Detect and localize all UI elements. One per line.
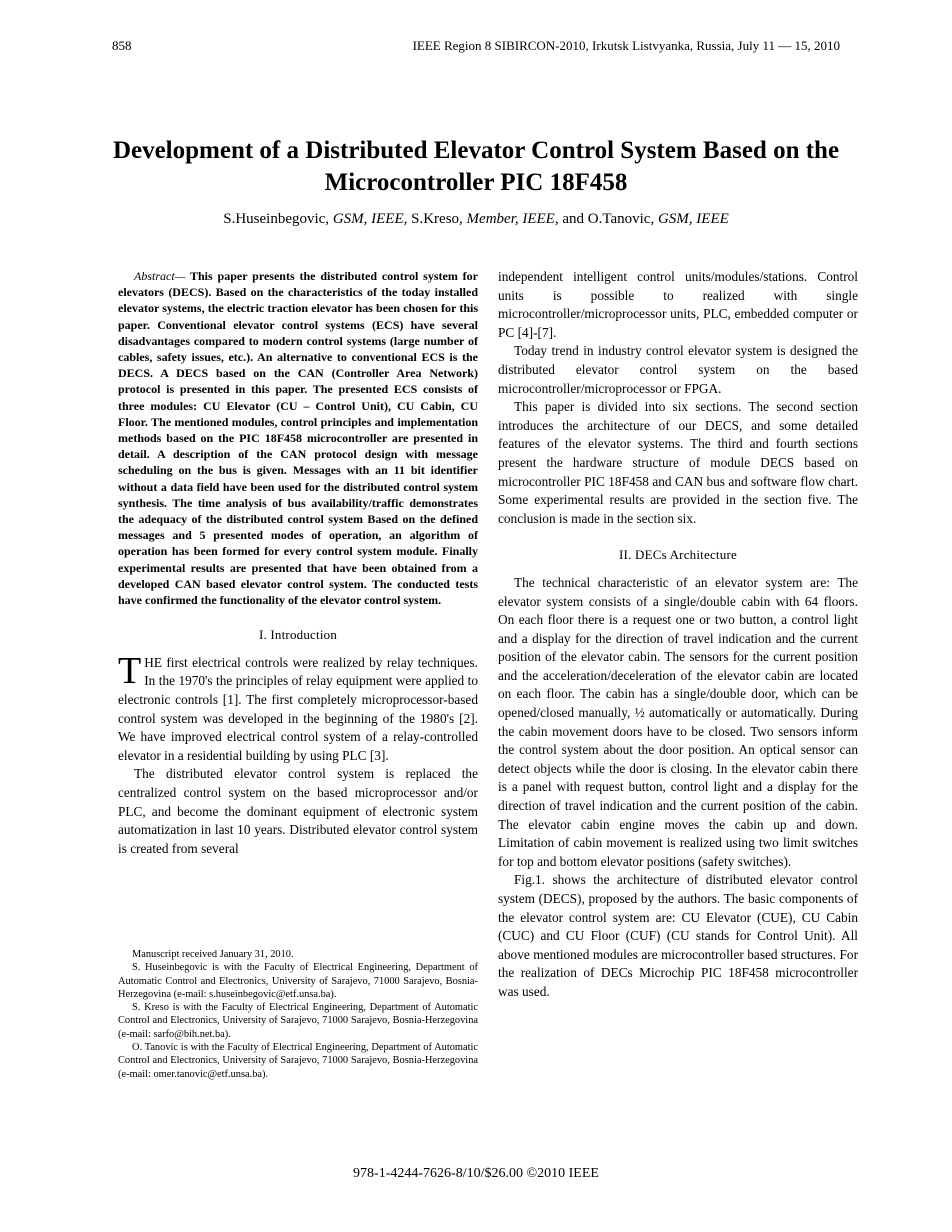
intro-paragraph-1 [118, 649, 478, 766]
architecture-paragraph-1: The technical characteristic of an elevator system are: The elevator system consists of a single/double cabin with 64 floors. On each floor there is a request one or two button, a control light and a display for the direction of travel indication and the current position of the elevator cabin. The sensors for the current position and the acceleration/deceleration of the elevator cabin are located on each floor. The cabin has a single/double door, which can be opened/closed manually, ½ automatically or automatically. During the cabin movement doors have to be closed. Two sensors inform the control system about the door position. An optical sensor can detect objects while the door is closing. In the elevator cabin there is a panel with request button, control light and a display for the direction of travel indication and the current position of the cabin. The elevator cabin engine moves the cabin up and down. Limitation of cabin movement is realized using two limit switches for top and bottom elevator positions (safety switches). [498, 574, 858, 869]
copyright-footer: 978-1-4244-7626-8/10/$26.00 ©2010 IEEE [353, 1166, 599, 1181]
author-2-role: Member, IEEE [466, 211, 555, 227]
footnote-author-2: S. Kreso is with the Faculty of Electrical Engineering, Department of Automatic Control and Electronics, University of Sarajevo, 71000 Sarajevo, Bosnia-Herzegovina (e-mail: sarfo@bih.net.ba). [118, 1002, 478, 1040]
footnote-author-3: O. Tanovic is with the Faculty of Electrical Engineering, Department of Automatic Control and Electronics, University of Sarajevo, 71000 Sarajevo, Bosnia-Herzegovina (e-mail: omer.tanovic@etf.unsa.ba). [118, 1042, 478, 1080]
intro-paragraph-continued: independent intelligent control units/modules/stations. Control units is possible to realized with single microcontroller/microprocessor units, PLC, embedded computer or PC [4]-[7]. [498, 269, 858, 340]
left-column [118, 268, 478, 858]
section-heading-introduction: I. Introduction [258, 627, 338, 643]
page-number: 858 [112, 38, 132, 53]
conference-header: IEEE Region 8 SIBIRCON-2010, Irkutsk Listvyanka, Russia, July 11 — 15, 2010 [412, 38, 840, 53]
section-heading-architecture: II. DECs Architecture [619, 547, 737, 563]
author-2-name: S.Kreso, [407, 211, 467, 227]
footnotes [118, 948, 478, 1081]
author-1-name: S.Huseinbegovic, [223, 211, 333, 227]
right-column [498, 268, 858, 1002]
drop-cap: T [118, 649, 142, 692]
footnote-received: Manuscript received January 31, 2010. [132, 949, 294, 960]
author-line [100, 211, 852, 228]
intro-paragraph-trend: Today trend in industry control elevator system is designed the distributed elevator control system on the based microcontroller/microprocessor or FPGA. [498, 343, 858, 396]
footnote-author-1: S. Huseinbegovic is with the Faculty of Electrical Engineering, Department of Automatic Control and Electronics, University of Sarajevo, 71000 Sarajevo, Bosnia-Herzegovina (e-mail: s.huseinbegovic@etf.unsa.ba). [118, 962, 478, 1000]
author-1-role: GSM, IEEE, [332, 211, 408, 227]
intro-paragraph-1-text: HE first electrical controls were realized by relay techniques. In the 1970's the principles of relay equipment were applied to electronic controls [1]. The first completely microprocessor-based control system was developed in the beginning of the 1980's [2]. We have improved electrical control system of a relay-controlled elevator in a residential building by using PLC [3]. [118, 654, 478, 763]
architecture-paragraph-2: Fig.1. shows the architecture of distributed elevator control system (DECS), proposed by the authors. The basic components of the elevator control system are: CU Elevator (CUE), CU Cabin (CUC) and CU Floor (CUF) (CU stands for Control Unit). All above mentioned modules are microcontroller based structures. For the realization of DECs Microchip PIC 18F458 microcontroller was used. [498, 872, 858, 999]
author-3-role: GSM, IEEE [657, 211, 729, 227]
abstract-text: This paper presents the distributed control system for elevators (DECS). Based on the characteristics of the today installed elevator systems, the electric traction elevator has been chosen for this paper. Conventional elevator control systems (ECS) have several disadvantages compared to modern control systems (large number of cables, safety issues, etc.). An alternative to conventional ECS is the DECS. A DECS based on the CAN (Controller Area Network) protocol is presented in this paper. The presented ECS consists of three modules: CU Elevator (CU – Control Unit), CU Cabin, CU Floor. The mentioned modules, control principles and implementation methods based on the PIC 18F458 microcontroller are presented in detail. A description of the CAN protocol design with message scheduling on the bus is given. Messages with an 11 bit identifier without a data field have been used for the distributed control system synthesis. The time analysis of bus availability/traffic demonstrates the adequacy of the distributed control system Based on the defined messages and 5 presented modes of operation, an algorithm of operation has been formed for every control system module. Finally experimental results are presented that have been obtained from a developed CAN based elevator control system. The conducted tests have confirmed the functionality of the elevator control system. [118, 269, 478, 608]
author-3-name: , and O.Tanovic, [554, 211, 658, 227]
abstract [118, 268, 478, 608]
intro-paragraph-2: The distributed elevator control system is replaced the centralized control system on the based microprocessor and/or PLC, and become the dominant equipment of electronic system automatization in last 10 years. Distributed elevator control system is created from several [118, 766, 478, 856]
abstract-lead: Abstract— [134, 269, 186, 283]
intro-paragraph-outline: This paper is divided into six sections. The second section introduces the architecture of our DECS, and some detailed features of the elevator systems. The third and fourth sections present the hardware structure of module DECS based on microcontroller PIC 18F458 and CAN bus and software flow chart. Some experimental results are provided in the section five. The conclusion is made in the section six. [498, 399, 858, 526]
paper-title: Development of a Distributed Elevator Control System Based on the Microcontroller PIC 18F458 [112, 137, 840, 196]
